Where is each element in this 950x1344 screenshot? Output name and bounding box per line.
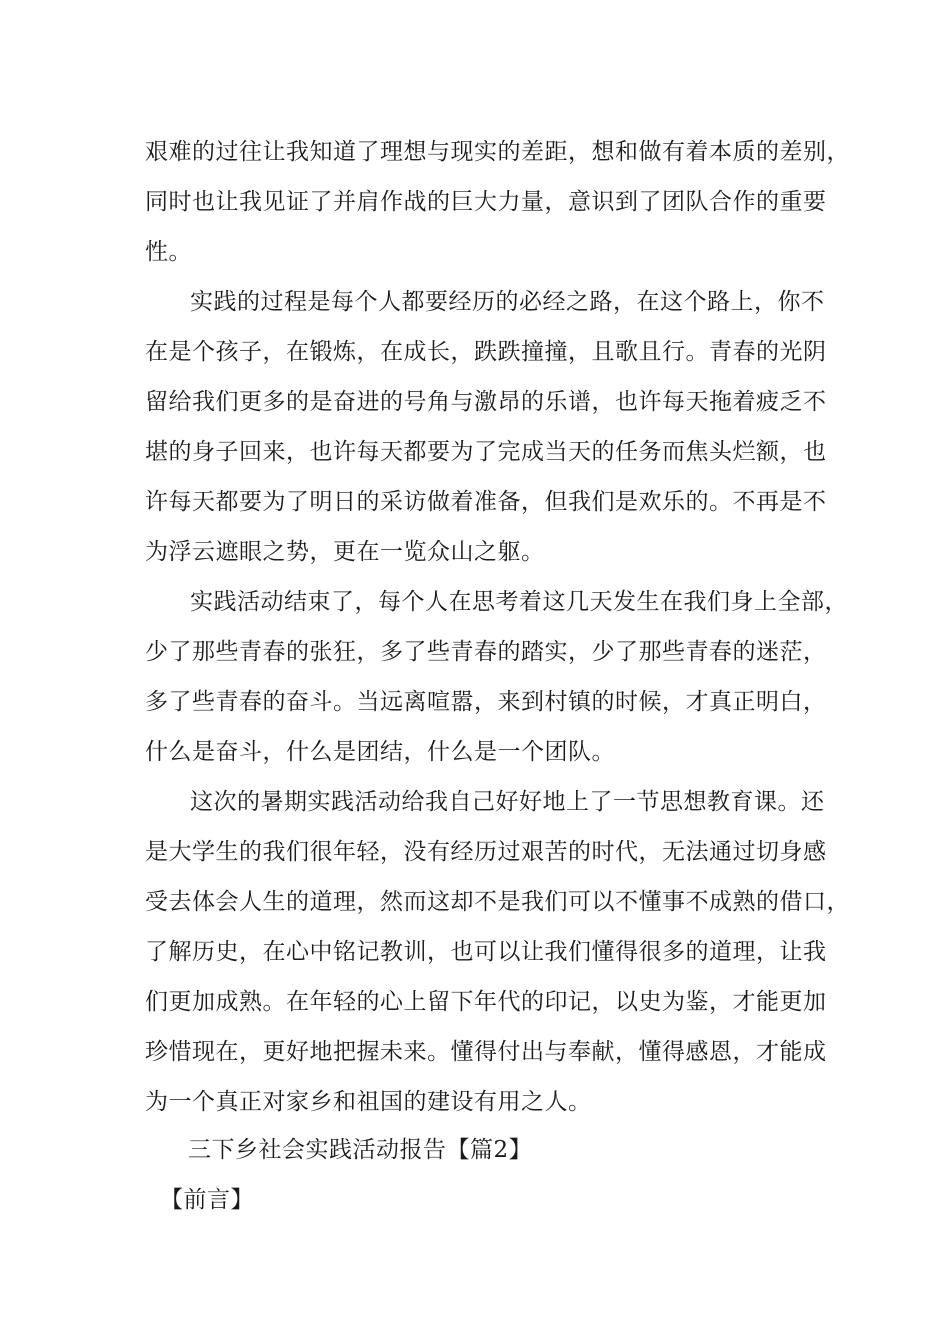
paragraph-2-line-2: 在是个孩子，在锻炼，在成长，跌跌撞撞，且歌且行。青春的光阴 (145, 339, 827, 365)
paragraph-4-line-6: 珍惜现在，更好地把握未来。懂得付出与奉献，懂得感恩，才能成 (145, 1039, 827, 1065)
paragraph-4-line-3: 受去体会人生的道理，然而这却不是我们可以不懂事不成熟的借口， (145, 889, 850, 915)
paragraph-1-line-3: 性。 (145, 239, 192, 265)
paragraph-2-line-4: 堪的身子回来，也许每天都要为了完成当天的任务而焦头烂额，也 (145, 439, 827, 465)
paragraph-1-line-1: 艰难的过往让我知道了理想与现实的差距，想和做有着本质的差别， (145, 139, 850, 165)
paragraph-3-line-1: 实践活动结束了，每个人在思考着这几天发生在我们身上全部， (190, 589, 848, 615)
paragraph-2-line-5: 许每天都要为了明日的采访做着准备，但我们是欢乐的。不再是不 (145, 489, 827, 515)
paragraph-2-line-1: 实践的过程是每个人都要经历的必经之路，在这个路上，你不 (190, 289, 825, 315)
paragraph-3-line-3: 多了些青春的奋斗。当远离喧嚣，来到村镇的时候，才真正明白， (145, 689, 827, 715)
paragraph-4-line-1: 这次的暑期实践活动给我自己好好地上了一节思想教育课。还 (190, 789, 825, 815)
paragraph-4-line-4: 了解历史，在心中铭记教训，也可以让我们懂得很多的道理，让我 (145, 939, 827, 965)
subheading-preface: 【前言】 (160, 1187, 254, 1213)
paragraph-3-line-4: 什么是奋斗，什么是团结，什么是一个团队。 (145, 739, 615, 765)
paragraph-4-line-5: 们更加成熟。在年轻的心上留下年代的印记，以史为鉴，才能更加 (145, 989, 827, 1015)
paragraph-2-line-3: 留给我们更多的是奋进的号角与激昂的乐谱，也许每天拖着疲乏不 (145, 389, 827, 415)
section-title: 三下乡社会实践活动报告【篇2】 (188, 1137, 533, 1163)
paragraph-1-line-2: 同时也让我见证了并肩作战的巨大力量，意识到了团队合作的重要 (145, 189, 827, 215)
paragraph-3-line-2: 少了那些青春的张狂，多了些青春的踏实，少了那些青春的迷茫， (145, 639, 827, 665)
paragraph-4-line-2: 是大学生的我们很年轻，没有经历过艰苦的时代，无法通过切身感 (145, 839, 827, 865)
paragraph-2-line-6: 为浮云遮眼之势，更在一览众山之躯。 (145, 539, 545, 565)
paragraph-4-line-7: 为一个真正对家乡和祖国的建设有用之人。 (145, 1089, 592, 1115)
